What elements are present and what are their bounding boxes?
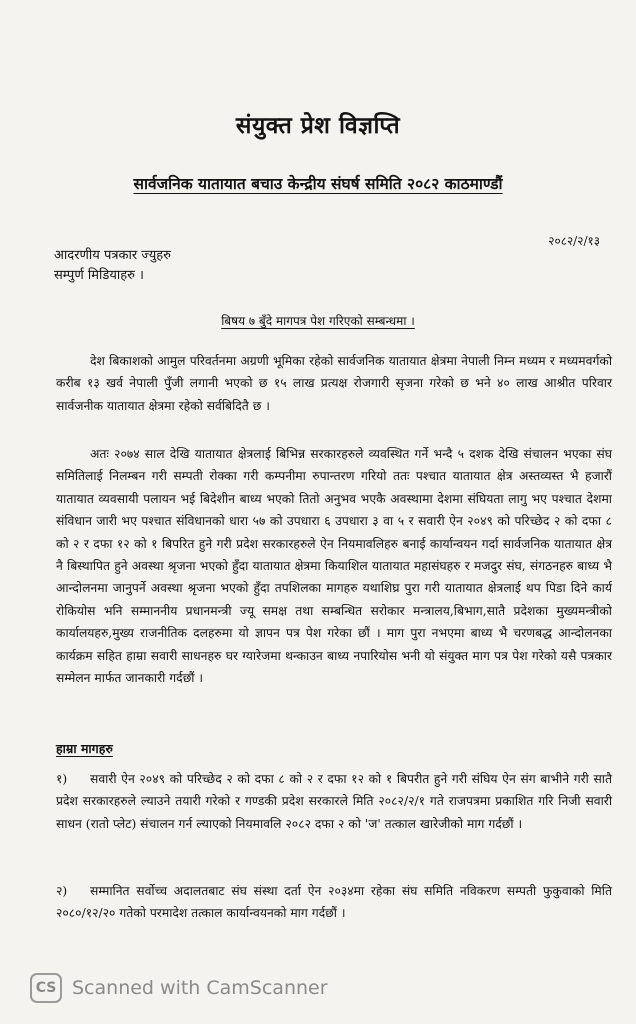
watermark-label: Scanned with CamScanner [72,977,328,999]
paragraph-1: देश बिकाशको आमुल परिवर्तनमा अग्रणी भूमिका रहेको सार्वजनिक यातायात क्षेत्रमा नेपाली निम्न मध्यम र मध्यमवर्गको करीब १३ खर्व नेपाली पुँजी लगानी भएको छ १५ लाख प्रत्यक्ष रोजगारी सृजना गरेको छ भने ४० लाख आश्रीत परिवार सार्वजनीक यातायात क्षेत्रमा रहेको सर्वबिदितै छ । [56,354,612,413]
document-subtitle [0,172,636,194]
subject-text: बिषय ७ बुँदे मागपत्र पेश गरिएको सम्बन्धमा । [221,314,415,328]
demands-heading: हाम्रा मागहरु [56,741,113,756]
camscanner-watermark [30,968,328,1008]
document-title: संयुक्त प्रेश विज्ञप्ति [235,112,401,139]
demand-item-1 [56,768,612,835]
paragraph-2: अतः २०७४ साल देखि यातायात क्षेत्रलाई बिभिन्न सरकारहरुले व्यवस्थित गर्ने भन्दै ५ दशक देखि संचालन भएका संघ समितिलाई निलम्बन गरी सम्पती रोक्का गरी कम्पनीमा रुपान्तरण गरियो ततः पश्चात यातायात क्षेत्र अस्तव्यस्त भै हजारौं यातायात व्यवसायी पलायन भई बिदेशीन बाध्य भएको तितो अनुभव भएकै अवस्थामा देशमा संघियता लागु भए पश्चात देशमा संविधान जारी भए पश्चात संविधानको धारा ५७ को उपधारा ६ उपधारा ३ वा ५ र सवारी ऐन २०४९ को परिच्छेद २ को दफा ८ को २ र दफा १२ को १ बिपरित हुने गरी प्रदेश सरकारहरुले ऐन नियमावलिहरु बनाई कार्यान्वयन गर्दा सार्वजनिक यातायात क्षेत्र नै बिस्थापित हुने अवस्था श्रृजना भएको हुँदा यातायात क्षेत्रमा कियाशिल यातायात महासंघहरु र मजदुर संघ, संगठनहरु बाध्य भै आन्दोलनमा जानुपर्ने अवस्था श्रृजना भएको हुँदा तपशिलका मागहरु यथाशिघ्र पुरा गरी यातायात क्षेत्रलाई थप पिडा दिने कार्य रोकियोस भनि सम्माननीय प्रधानमन्त्री ज्यू समक्ष तथा सम्बन्धित सरोकार मन्त्रालय,बिभाग,सातै प्रदेशका मुख्यमन्त्रीको कार्यालयहरु,मुख्य राजनीतिक दलहरुमा यो ज्ञापन पत्र पेश गरेका छौं । माग पुरा नभएमा बाध्य भै चरणबद्ध आन्दोलनका कार्यक्रम सहित हाम्रा सवारी साधनहरु घर ग्यारेजमा थन्काउन बाध्य नपारियोस भनी यो संयुक्त माग पत्र पेश गरेको यसै पत्रकार सम्मेलन मार्फत जानकारी गर्दछौं । [56,447,612,686]
subtitle-text: सार्वजनिक यातायात बचाउ केन्द्रीय संघर्ष समिति २०८२ काठमाण्डौं [133,174,503,193]
demand-number: १) [56,772,68,786]
address-block [54,246,171,286]
address-line-2: सम्पुर्ण मिडियाहरु । [54,268,144,283]
address-line-1: आदरणीय पत्रकार ज्युहरु [54,248,171,263]
camscanner-logo-icon: CS [30,973,62,1003]
demand-text: सम्मानित सर्वोच्च अदालतबाट संघ संस्था दर्ता ऐन २०३४मा रहेका संघ समिति नविकरण सम्पती फुकुवाको मिति २०८०/१२/२० गतेको परमादेश तत्काल कार्यान्वयनको माग गर्दछौं । [56,884,612,921]
demand-number: २) [56,884,68,898]
demand-text: सवारी ऐन २०४९ को परिच्छेद २ को दफा ८ को २ र दफा १२ को १ बिपरीत हुने गरी संघिय ऐन संग बाभीने गरी सातै प्रदेश सरकारहरुले ल्याउने तयारी गरेको र गण्डकी प्रदेश सरकारले मिति २०८२/२/१ गते राजपत्रमा प्रकाशित गरि निजी सवारी साधन (रातो प्लेट) संचालन गर्न ल्याएको नियमावलि २०८२ दफा २ को 'ज' तत्काल खारेजीको माग गर्दछौं । [56,772,612,831]
demand-item-2 [56,880,612,925]
subject-line [0,312,636,329]
document-date: २०८२/२/१३ [548,234,600,248]
